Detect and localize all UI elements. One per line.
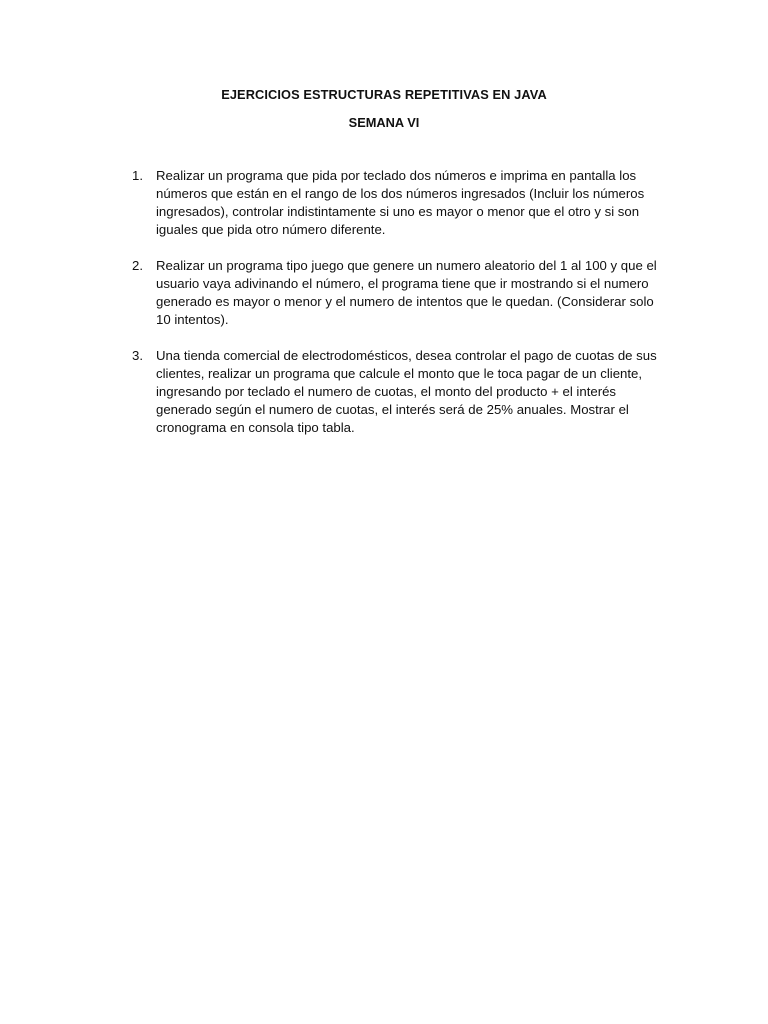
exercise-text: Realizar un programa que pida por teclado dos números e imprima en pantalla los números que están en el rango de los dos números ingresados (Incluir los números ingresados), controlar indistintamente si uno es mayor o menor que el otro y si son iguales que pida otro número diferente. <box>156 168 645 237</box>
exercise-list <box>130 167 660 455</box>
exercise-item-2 <box>130 257 660 329</box>
exercise-text: Realizar un programa tipo juego que genere un numero aleatorio del 1 al 100 y que el usuario vaya adivinando el número, el programa tiene que ir mostrando si el numero generado es mayor o menor y el numero de intentos que le quedan. (Considerar solo 10 intentos). <box>156 258 657 327</box>
document-subtitle: SEMANA VI <box>348 115 420 130</box>
exercise-item-3 <box>130 347 660 437</box>
exercise-text: Una tienda comercial de electrodomésticos, desea controlar el pago de cuotas de sus clientes, realizar un programa que calcule el monto que le toca pagar de un cliente, ingresando por teclado el numero de cuotas, el monto del producto + el interés generado según el numero de cuotas, el interés será de 25% anuales. Mostrar el cronograma en consola tipo tabla. <box>156 348 657 435</box>
exercise-number: 3. <box>132 348 143 363</box>
exercise-item-1 <box>130 167 660 239</box>
exercise-number: 2. <box>132 258 143 273</box>
exercise-number: 1. <box>132 168 143 183</box>
document-title: EJERCICIOS ESTRUCTURAS REPETITIVAS EN JAVA <box>221 87 547 102</box>
